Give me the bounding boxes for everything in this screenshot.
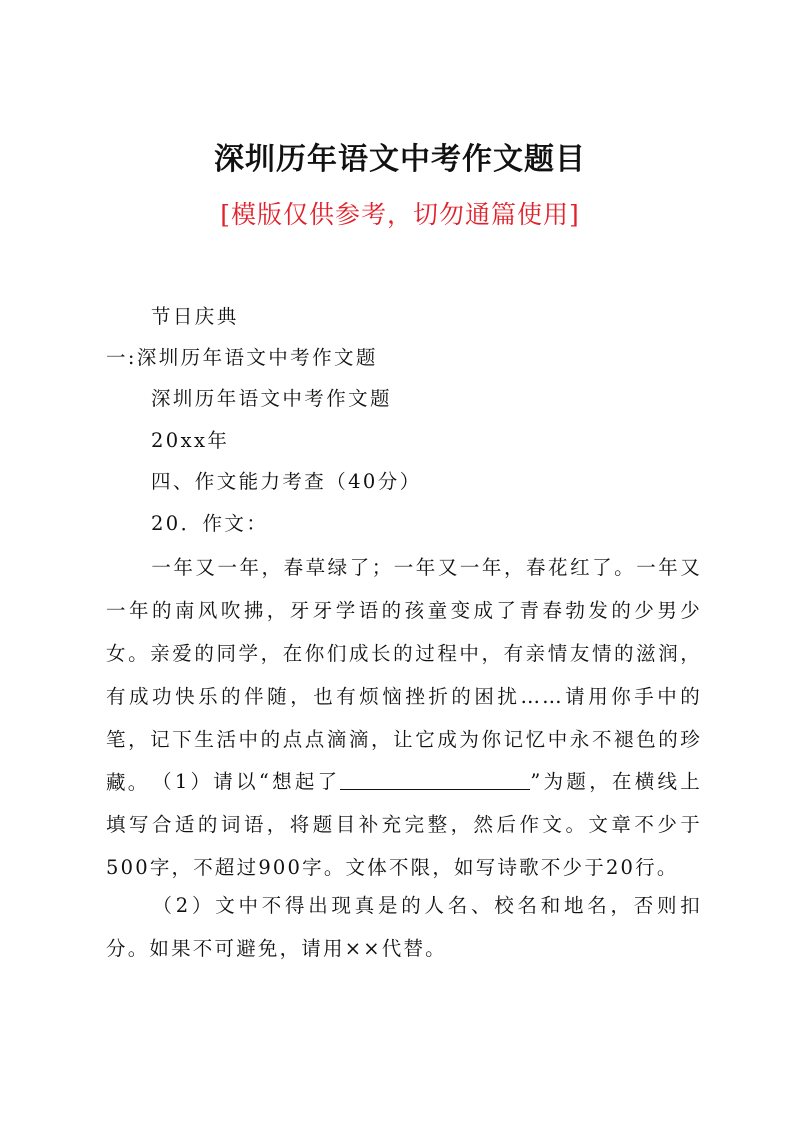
requirement-paragraph-2: [106, 884, 702, 970]
prompt-text: 一年又一年，春草绿了；一年又一年，春花红了。一年又一年的南风吹拂，牙牙学语的孩童变成了青春勃发的少男少女。亲爱的同学，在你们成长的过程中，有亲情友情的滋润，有成功快乐的伴随，也有烦恼挫折的困扰……请用你手中的笔，记下生活中的点点滴滴，让它成为你记忆中永不褪色的珍藏。: [106, 556, 702, 794]
question-number: 20．作文：: [151, 512, 269, 535]
document-title: 深圳历年语文中考作文题目: [214, 142, 586, 177]
part-heading: 四、作文能力考查（40分）: [151, 470, 422, 493]
template-disclaimer: [模版仅供参考，切勿通篇使用]: [220, 200, 580, 229]
requirement-paragraph-1: [106, 760, 702, 889]
requirement-1-rest: ”为题，在横线上填写合适的词语，将题目补充完整，然后作文。文章不少于500字，不超过900字。文体不限，如写诗歌不少于20行。: [106, 770, 702, 879]
requirement-2-text: （2）文中不得出现真是的人名、校名和地名，否则扣分。如果不可避免，请用××代替。: [106, 894, 702, 960]
year-label: 20xx年: [151, 429, 230, 452]
category-label: 节日庆典: [151, 305, 239, 328]
section-subheading: 深圳历年语文中考作文题: [151, 387, 392, 410]
section-heading: 一:深圳历年语文中考作文题: [106, 346, 378, 369]
requirement-1-lead: （1）请以“想起了: [151, 770, 341, 793]
title-blank-line: [340, 769, 530, 790]
